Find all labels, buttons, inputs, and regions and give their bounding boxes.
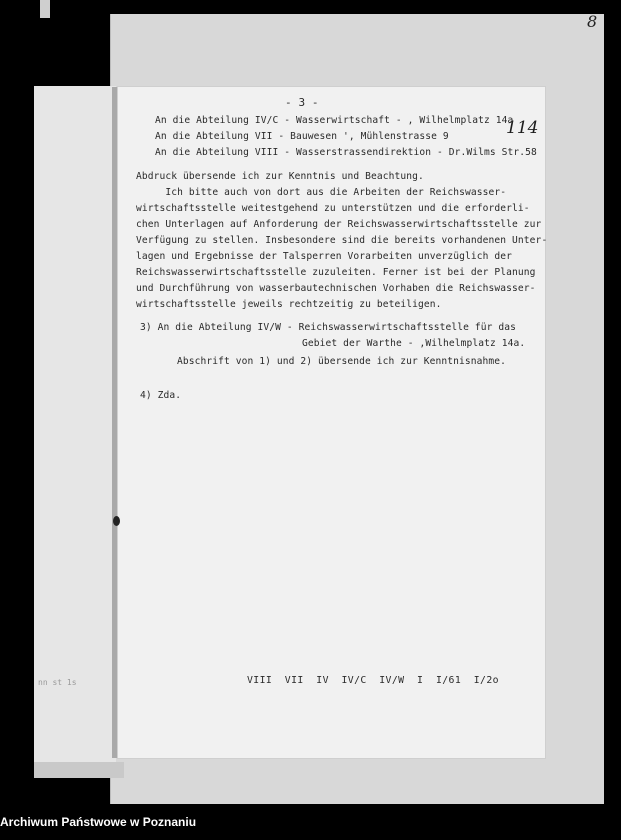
left-slip-bottom [34,762,124,778]
archive-caption: Archiwum Państwowe w Poznaniu [0,815,197,829]
addressee-line: An die Abteilung VIII - Wasserstrassendirektion - Dr.Wilms Str.58 [155,147,537,158]
body-line: Abdruck übersende ich zur Kenntnis und Beachtung. [136,171,424,182]
handwritten-folio-number: 114 [506,118,539,138]
addressee-line: An die Abteilung IV/C - Wasserwirtschaft - , Wilhelmplatz 14a [155,115,514,126]
item-3-line: 3) An die Abteilung IV/W - Reichswasserwirtschaftsstelle für das [140,322,517,333]
body-line: chen Unterlagen auf Anforderung der Reichswasserwirtschaftsstelle zur [136,219,542,230]
addressee-line: An die Abteilung VII - Bauwesen ', Mühlenstrasse 9 [155,131,449,142]
item-3-line: Gebiet der Warthe - ,Wilhelmplatz 14a. [302,338,526,349]
body-line: und Durchführung von wasserbautechnischen Vorhaben die Reichswasser- [136,283,536,294]
body-line: wirtschaftsstelle weitestgehend zu unterstützen und die erforderli- [136,203,530,214]
body-line: Ich bitte auch von dort aus die Arbeiten der Reichswasser- [136,187,507,198]
body-line: Verfügung zu stellen. Insbesondere sind die bereits vorhandenen Unter- [136,235,548,246]
body-line: wirtschaftsstelle jeweils rechtzeitig zu beteiligen. [136,299,442,310]
left-slip-mark: nn st 1s [38,678,77,687]
binding-hole [113,516,120,526]
body-line: Reichswasserwirtschaftsstelle zuzuleiten. Ferner ist bei der Planung [136,267,536,278]
body-line: lagen und Ergebnisse der Talsperren Vorarbeiten unverzüglich der [136,251,513,262]
item-4: 4) Zda. [140,390,182,401]
left-paper-slip [34,86,116,766]
item-3-copy-note: Abschrift von 1) und 2) übersende ich zur Kenntnisnahme. [177,356,507,367]
page-number: - 3 - [285,96,319,109]
distribution-codes: VIII VII IV IV/C IV/W I I/61 I/2o [247,675,499,686]
top-paper-strip [40,0,50,18]
corner-handwritten-mark: 8 [587,12,598,31]
